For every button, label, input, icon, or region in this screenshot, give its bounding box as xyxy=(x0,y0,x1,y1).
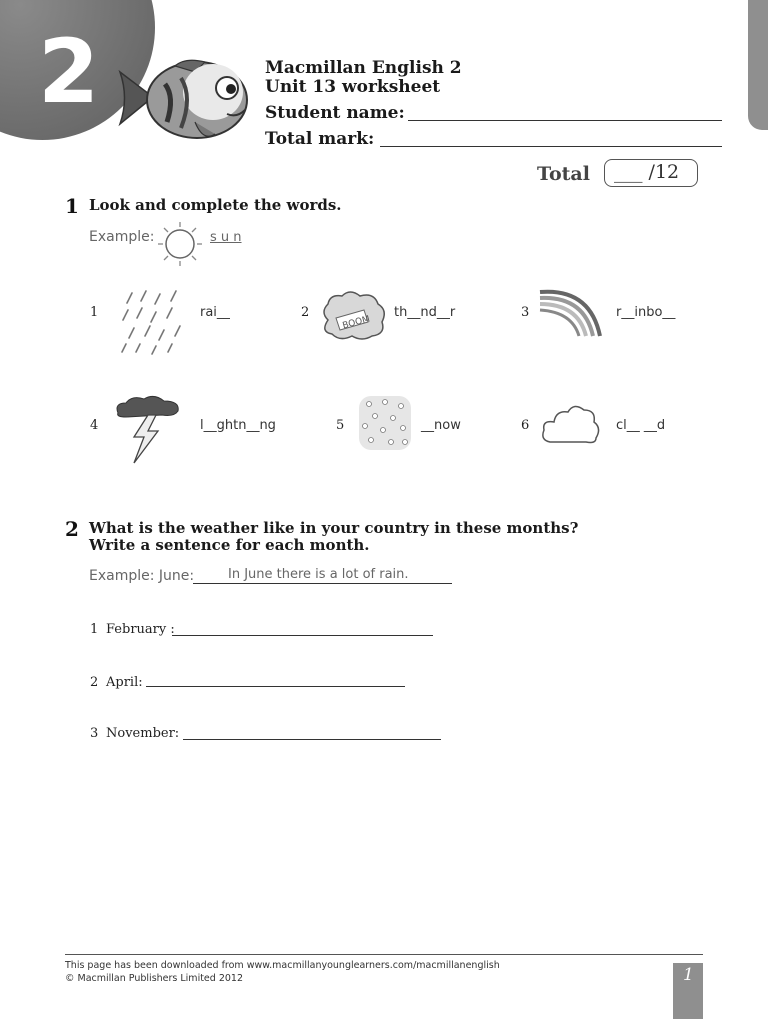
student-name-label: Student name: xyxy=(265,103,405,123)
lightning-icon xyxy=(112,395,182,467)
answer1-number: 1 xyxy=(90,622,99,637)
item1-number: 1 xyxy=(90,305,99,320)
answer3-number: 3 xyxy=(90,726,99,741)
item4-word[interactable]: l__ghtn__ng xyxy=(200,418,276,433)
item3-number: 3 xyxy=(521,305,530,320)
section1-example-label: Example: xyxy=(89,229,155,245)
item1-word[interactable]: rai__ xyxy=(200,305,230,320)
total-label: Total xyxy=(537,163,590,185)
svg-text:BOOM: BOOM xyxy=(341,314,372,332)
item5-number: 5 xyxy=(336,418,345,433)
answer2-line[interactable] xyxy=(146,686,405,687)
rainbow-icon xyxy=(538,284,604,340)
thunder-cloud-icon xyxy=(318,290,388,342)
page-number: 1 xyxy=(683,965,694,985)
item3-word[interactable]: r__inbo__ xyxy=(616,305,676,320)
answer3-line[interactable] xyxy=(183,739,441,740)
section1-number: 1 xyxy=(65,194,79,218)
section2-instruction-line2: Write a sentence for each month. xyxy=(89,536,370,554)
answer2-label: April: xyxy=(106,675,143,690)
total-score-box xyxy=(604,159,698,187)
section2-example-line xyxy=(193,583,452,584)
cloud-icon xyxy=(540,402,602,448)
footer-download-text: This page has been downloaded from www.macmillanyounglearners.com/macmillanenglish xyxy=(65,960,500,971)
answer1-label: February : xyxy=(106,622,175,637)
section2-example-label: Example: June: xyxy=(89,568,195,584)
item2-number: 2 xyxy=(301,305,310,320)
side-tab xyxy=(748,0,768,130)
snow-icon xyxy=(357,394,413,452)
item6-word[interactable]: cl__ __d xyxy=(616,418,666,433)
item5-word[interactable]: __now xyxy=(421,418,461,433)
worksheet-title: Macmillan English 2 xyxy=(265,58,462,78)
section1-example-answer: s u n xyxy=(210,230,242,245)
total-score-text: ___ /12 xyxy=(614,161,680,183)
student-name-line[interactable] xyxy=(408,120,722,121)
answer3-label: November: xyxy=(106,726,180,741)
section1-instruction: Look and complete the words. xyxy=(89,196,342,214)
section2-instruction-line1: What is the weather like in your country in these months? xyxy=(89,519,579,537)
fish-mascot-icon xyxy=(115,52,255,147)
answer2-number: 2 xyxy=(90,675,99,690)
item6-number: 6 xyxy=(521,418,530,433)
section2-example-answer: In June there is a lot of rain. xyxy=(228,567,409,582)
section2-number: 2 xyxy=(65,517,79,541)
unit-title: Unit 13 worksheet xyxy=(265,77,441,97)
sun-icon xyxy=(155,220,205,268)
footer-divider xyxy=(65,954,703,955)
item2-word[interactable]: th__nd__r xyxy=(394,305,456,320)
footer-copyright: © Macmillan Publishers Limited 2012 xyxy=(65,973,243,984)
total-mark-label: Total mark: xyxy=(265,129,375,149)
total-mark-line[interactable] xyxy=(380,146,722,147)
item4-number: 4 xyxy=(90,418,99,433)
page-number-tab xyxy=(673,963,703,1019)
answer1-line[interactable] xyxy=(172,635,433,636)
rain-icon xyxy=(120,288,185,358)
unit-number: 2 xyxy=(38,20,100,123)
